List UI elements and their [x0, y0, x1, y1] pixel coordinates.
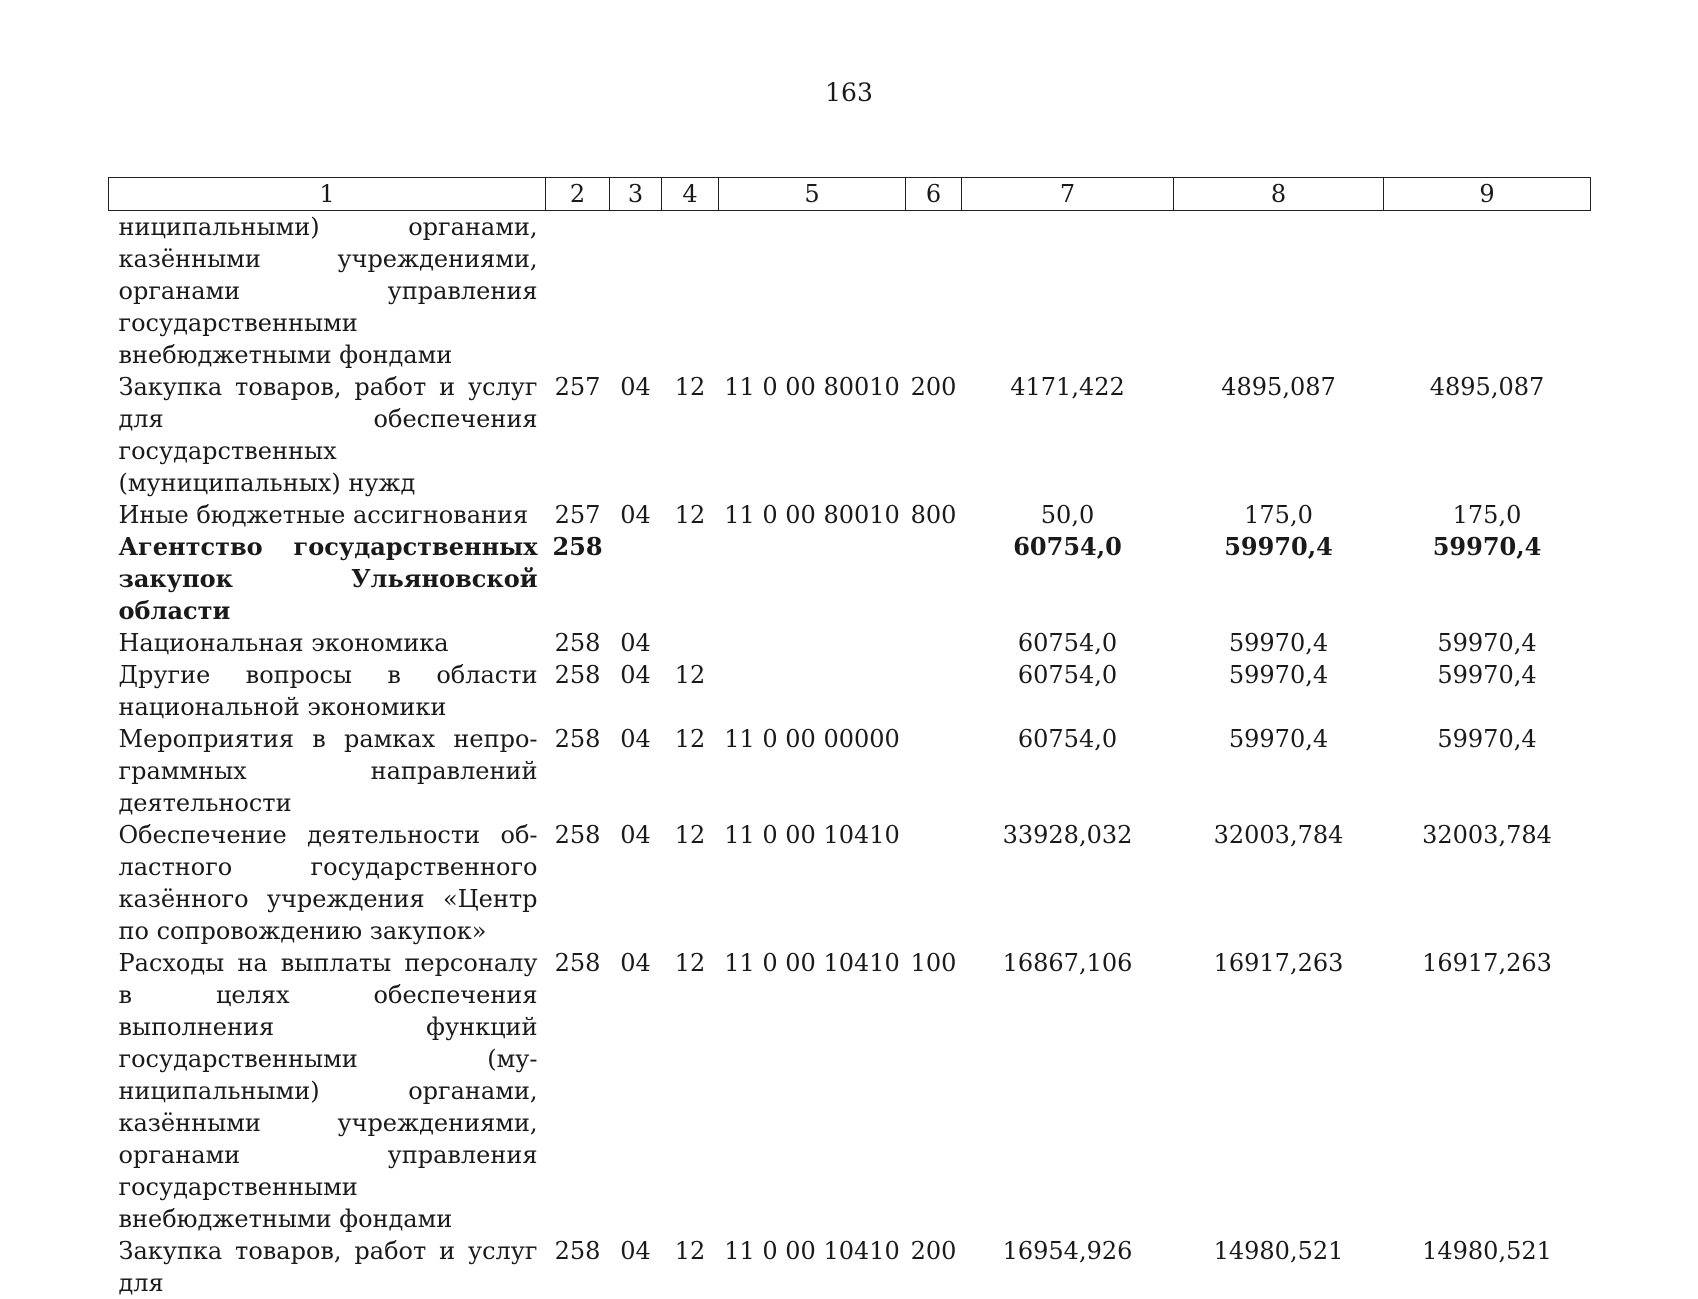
row-cell-9: 59970,4: [1384, 627, 1591, 659]
header-cell-4: 4: [662, 178, 719, 211]
table-row: [109, 531, 1591, 627]
row-cell-8: 4895,087: [1174, 371, 1384, 499]
row-cell-4: 12: [662, 1235, 719, 1299]
row-cell-7: 16867,106: [962, 947, 1174, 1235]
row-cell-3: 04: [610, 819, 662, 947]
row-cell-8: [1174, 211, 1384, 372]
row-cell-2: 257: [546, 499, 610, 531]
row-cell-2: 258: [546, 659, 610, 723]
header-row: [109, 178, 1591, 211]
row-cell-9: [1384, 211, 1591, 372]
row-cell-8: 175,0: [1174, 499, 1384, 531]
row-cell-8: 14980,521: [1174, 1235, 1384, 1299]
row-cell-2: 258: [546, 947, 610, 1235]
row-cell-8: 59970,4: [1174, 659, 1384, 723]
row-cell-5: 11 0 00 10410: [719, 819, 906, 947]
row-cell-7: 50,0: [962, 499, 1174, 531]
table-row: [109, 659, 1591, 723]
row-cell-2: 258: [546, 627, 610, 659]
budget-table: [108, 177, 1591, 1299]
header-cell-7: 7: [962, 178, 1174, 211]
row-cell-6: 200: [906, 371, 962, 499]
row-cell-2: 258: [546, 723, 610, 819]
row-cell-7: 33928,032: [962, 819, 1174, 947]
header-cell-5: 5: [719, 178, 906, 211]
row-cell-6: 100: [906, 947, 962, 1235]
row-cell-7: 60754,0: [962, 531, 1174, 627]
row-cell-6: [906, 211, 962, 372]
row-name-cell: Закупка товаров, работ и услуг для обеспечения государственных (муниципальных) нужд: [109, 371, 546, 499]
table-row: [109, 499, 1591, 531]
row-cell-4: 12: [662, 947, 719, 1235]
row-cell-7: 60754,0: [962, 659, 1174, 723]
row-name-cell: Другие вопросы в области национальной экономики: [109, 659, 546, 723]
table-header: [109, 178, 1591, 211]
row-cell-2: 258: [546, 531, 610, 627]
row-name-cell: Расходы на выплаты персоналу в целях обеспечения выполнения функций государственными (муниципальными) органами, казёнными учреждениями, органами управления государственными внебюджетными фондами: [109, 947, 546, 1235]
row-cell-5: 11 0 00 80010: [719, 499, 906, 531]
row-cell-6: [906, 627, 962, 659]
row-cell-5: 11 0 00 00000: [719, 723, 906, 819]
row-cell-8: 59970,4: [1174, 723, 1384, 819]
row-name-cell: Иные бюджетные ассигнования: [109, 499, 546, 531]
row-cell-9: 32003,784: [1384, 819, 1591, 947]
row-cell-2: 258: [546, 1235, 610, 1299]
table-row: [109, 627, 1591, 659]
row-cell-3: 04: [610, 1235, 662, 1299]
header-cell-1: 1: [109, 178, 546, 211]
table-row: [109, 1235, 1591, 1299]
row-cell-5: [719, 627, 906, 659]
row-cell-9: 16917,263: [1384, 947, 1591, 1235]
row-cell-8: 16917,263: [1174, 947, 1384, 1235]
row-cell-8: 32003,784: [1174, 819, 1384, 947]
row-cell-3: 04: [610, 659, 662, 723]
row-name-cell: Обеспечение деятельности областного государственного казённого учреждения «Центр по сопровождению закупок»: [109, 819, 546, 947]
row-cell-4: 12: [662, 371, 719, 499]
row-cell-2: 258: [546, 819, 610, 947]
row-cell-5: 11 0 00 10410: [719, 1235, 906, 1299]
row-cell-4: [662, 211, 719, 372]
row-cell-6: [906, 659, 962, 723]
row-name-cell: Мероприятия в рамках непрограммных направлений деятельности: [109, 723, 546, 819]
row-cell-4: 12: [662, 659, 719, 723]
table-row: [109, 371, 1591, 499]
table-row: [109, 947, 1591, 1235]
header-cell-2: 2: [546, 178, 610, 211]
row-name-cell: ниципальными) органами, казёнными учреждениями, органами управления государственными внебюджетными фондами: [109, 211, 546, 372]
row-cell-7: 60754,0: [962, 723, 1174, 819]
row-cell-6: [906, 819, 962, 947]
header-cell-9: 9: [1384, 178, 1591, 211]
row-cell-3: 04: [610, 947, 662, 1235]
row-cell-8: 59970,4: [1174, 531, 1384, 627]
row-cell-4: 12: [662, 723, 719, 819]
row-cell-7: 60754,0: [962, 627, 1174, 659]
row-cell-7: [962, 211, 1174, 372]
row-cell-4: 12: [662, 819, 719, 947]
row-cell-5: [719, 211, 906, 372]
row-cell-2: 257: [546, 371, 610, 499]
row-cell-7: 16954,926: [962, 1235, 1174, 1299]
row-cell-9: 175,0: [1384, 499, 1591, 531]
row-cell-3: 04: [610, 723, 662, 819]
row-cell-8: 59970,4: [1174, 627, 1384, 659]
header-cell-3: 3: [610, 178, 662, 211]
row-cell-4: [662, 531, 719, 627]
row-cell-9: 59970,4: [1384, 659, 1591, 723]
budget-table-container: [108, 177, 1590, 1299]
table-row: [109, 819, 1591, 947]
row-cell-5: 11 0 00 80010: [719, 371, 906, 499]
row-cell-2: [546, 211, 610, 372]
row-cell-9: 59970,4: [1384, 531, 1591, 627]
row-cell-4: 12: [662, 499, 719, 531]
page-number: 163: [0, 78, 1698, 107]
row-cell-9: 4895,087: [1384, 371, 1591, 499]
row-cell-3: 04: [610, 371, 662, 499]
row-cell-7: 4171,422: [962, 371, 1174, 499]
row-cell-3: 04: [610, 627, 662, 659]
row-cell-5: [719, 531, 906, 627]
table-body: [109, 211, 1591, 1299]
table-row: [109, 211, 1591, 372]
row-cell-3: [610, 211, 662, 372]
row-name-cell: Закупка товаров, работ и услуг для: [109, 1235, 546, 1299]
row-cell-3: [610, 531, 662, 627]
table-row: [109, 723, 1591, 819]
row-cell-5: [719, 659, 906, 723]
row-cell-5: 11 0 00 10410: [719, 947, 906, 1235]
row-cell-6: [906, 723, 962, 819]
row-name-cell: Национальная экономика: [109, 627, 546, 659]
row-cell-6: 800: [906, 499, 962, 531]
row-cell-6: 200: [906, 1235, 962, 1299]
row-cell-3: 04: [610, 499, 662, 531]
header-cell-6: 6: [906, 178, 962, 211]
header-cell-8: 8: [1174, 178, 1384, 211]
row-cell-9: 14980,521: [1384, 1235, 1591, 1299]
row-cell-4: [662, 627, 719, 659]
row-name-cell: Агентство государственных закупок Ульяновской области: [109, 531, 546, 627]
row-cell-9: 59970,4: [1384, 723, 1591, 819]
row-cell-6: [906, 531, 962, 627]
